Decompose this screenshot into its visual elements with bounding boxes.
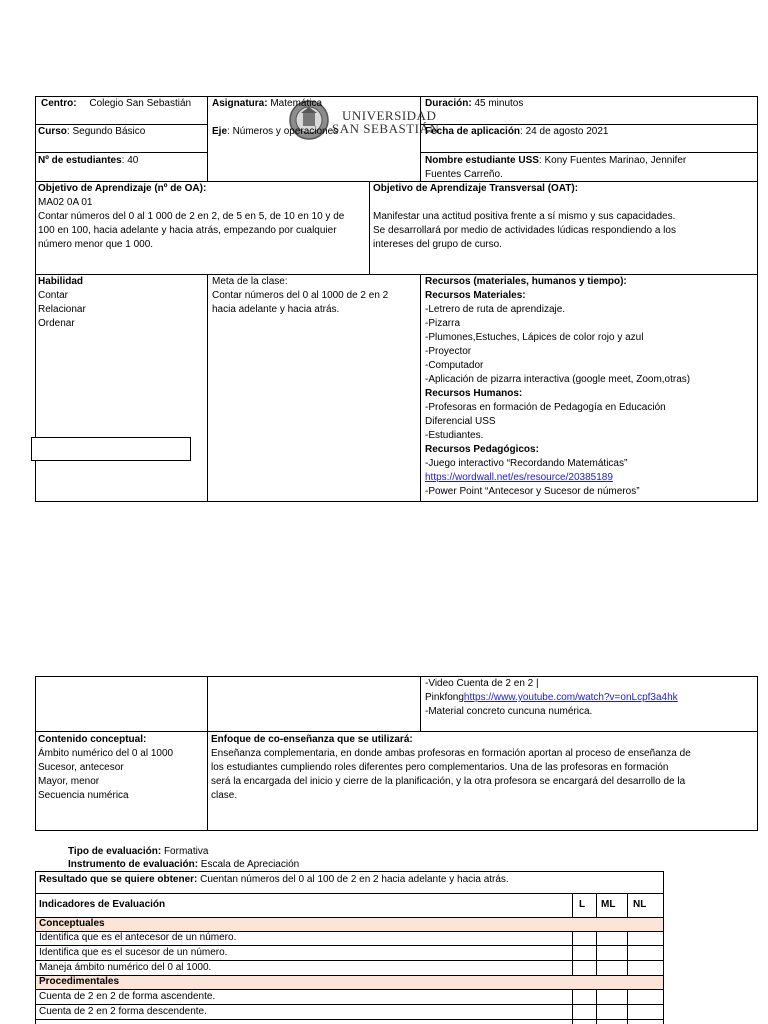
- meta-title: Meta de la clase:: [212, 276, 288, 287]
- recurso-item: Diferencial USS: [425, 416, 496, 427]
- habilidad-item: Ordenar: [38, 318, 75, 329]
- recursos-humanos-title: Recursos Humanos:: [425, 388, 523, 399]
- nombre-field: [425, 154, 686, 182]
- fecha-field: [425, 125, 608, 139]
- estudiantes-value: : 40: [121, 155, 139, 166]
- instrumento-evaluacion: [68, 858, 299, 872]
- recursos-cell: [425, 275, 690, 499]
- col-ml-header: ML: [601, 899, 616, 910]
- oa-text-line: 100 en 100, hacia adelante y hacia atrás, empezando por cualquier: [38, 225, 337, 236]
- recurso-item: -Aplicación de pizarra interactiva (google meet, Zoom,otras): [425, 374, 691, 385]
- enfoque-title: Enfoque de co-enseñanza que se utilizará:: [211, 734, 413, 745]
- duracion-label: Duración:: [425, 98, 472, 109]
- instrumento-value: Escala de Apreciación: [198, 859, 300, 870]
- wordwall-link[interactable]: https://wordwall.net/es/resource/20385189: [425, 472, 613, 483]
- oat-cell: [373, 182, 676, 252]
- recurso-item: -Power Point “Antecesor y Sucesor de números”: [425, 486, 640, 497]
- procedimentales-section: Procedimentales: [39, 976, 120, 987]
- recurso-item: -Pizarra: [425, 318, 461, 329]
- enfoque-text-line: los estudiantes cumpliendo roles diferentes pero complementarios. Una de las profesoras en formación: [211, 762, 669, 773]
- tipo-value: Formativa: [161, 846, 209, 857]
- habilidad-item: Relacionar: [38, 304, 86, 315]
- habilidad-cell: [38, 275, 86, 331]
- asignatura-field: [212, 97, 322, 111]
- meta-text-line: Contar números del 0 al 1000 de 2 en 2: [212, 290, 389, 301]
- nombre-value-2: Fuentes Carreño.: [425, 169, 503, 180]
- indicator-row: Identifica que es el antecesor de un número.: [39, 932, 237, 943]
- habilidad-item: Contar: [38, 290, 69, 301]
- tipo-evaluacion: [68, 845, 208, 859]
- estudiantes-label: Nº de estudiantes: [38, 155, 122, 166]
- nombre-value: : Kony Fuentes Marinao, Jennifer: [538, 155, 687, 166]
- estudiantes-field: [38, 154, 138, 168]
- logo-line-1: UNIVERSIDAD: [342, 108, 437, 123]
- logo-line-2: SAN SEBASTIÁN: [332, 121, 440, 136]
- oa-text-line: Contar números del 0 al 1 000 de 2 en 2, de 5 en 5, de 10 en 10 y de: [38, 211, 345, 222]
- resultado-label: Resultado que se quiere obtener:: [39, 874, 198, 885]
- resultado-field: [39, 873, 509, 887]
- oa-text-line: número menor que 1 000.: [38, 239, 154, 250]
- recurso-item: -Juego interactivo “Recordando Matemáticas”: [425, 458, 628, 469]
- indicadores-header: Indicadores de Evaluación: [39, 899, 166, 910]
- oa-code: MA02 0A 01: [38, 197, 93, 208]
- contenido-item: Secuencia numérica: [38, 790, 129, 801]
- recurso-item: -Plumones,Estuches, Lápices de color rojo y azul: [425, 332, 644, 343]
- material-item: -Material concreto cuncuna numérica.: [425, 706, 593, 717]
- oa-cell: [38, 182, 344, 252]
- oat-title: Objetivo de Aprendizaje Transversal (OAT):: [373, 183, 579, 194]
- oat-text-line: Manifestar una actitud positiva frente a sí mismo y sus capacidades.: [373, 211, 676, 222]
- recurso-item: -Proyector: [425, 346, 472, 357]
- oa-title: Objetivo de Aprendizaje (nº de OA):: [38, 183, 207, 194]
- recursos-title: Recursos (materiales, humanos y tiempo):: [425, 276, 627, 287]
- habilidad-title: Habilidad: [38, 276, 84, 287]
- indicator-row: Cuenta de 2 en 2 de forma ascendente.: [39, 991, 216, 1002]
- curso-label: Curso: [38, 126, 67, 137]
- curso-value: : Segundo Básico: [66, 126, 146, 137]
- instrumento-label: Instrumento de evaluación:: [68, 859, 199, 870]
- recurso-item: -Computador: [425, 360, 484, 371]
- enfoque-text-line: Enseñanza complementaria, en donde ambas profesoras en formación aportan al proceso de enseñanza de: [211, 748, 691, 759]
- video-cell: [425, 677, 678, 719]
- duracion-value: 45 minutos: [474, 98, 524, 109]
- contenido-cell: [38, 733, 173, 803]
- centro-value: Colegio San Sebastián: [89, 98, 192, 109]
- enfoque-text-line: clase.: [211, 790, 238, 801]
- recursos-pedagogicos-title: Recursos Pedagógicos:: [425, 444, 539, 455]
- meta-text-line: hacia adelante y hacia atrás.: [212, 304, 340, 315]
- fecha-label: Fecha de aplicación: [425, 126, 521, 137]
- recurso-item: -Estudiantes.: [425, 430, 484, 441]
- youtube-link[interactable]: https://www.youtube.com/watch?v=onLcpf3a4hk: [463, 692, 678, 703]
- asignatura-label: Asignatura:: [212, 98, 268, 109]
- nombre-label: Nombre estudiante USS: [425, 155, 539, 166]
- fecha-value: : 24 de agosto 2021: [520, 126, 609, 137]
- enfoque-cell: [211, 733, 691, 803]
- contenido-item: Sucesor, antecesor: [38, 762, 124, 773]
- duracion-field: [425, 97, 523, 111]
- video-item: -Video Cuenta de 2 en 2 |: [425, 678, 539, 689]
- oat-text-line: intereses del grupo de curso.: [373, 239, 502, 250]
- recursos-materiales-title: Recursos Materiales:: [425, 290, 526, 301]
- empty-text-box: [31, 437, 191, 461]
- meta-cell: [212, 275, 388, 317]
- video-prefix: Pinkfong: [425, 692, 464, 703]
- contenido-title: Contenido conceptual:: [38, 734, 147, 745]
- col-nl-header: NL: [633, 899, 647, 910]
- curso-field: [38, 125, 145, 139]
- tipo-label: Tipo de evaluación:: [68, 846, 162, 857]
- centro-label: Centro:: [41, 98, 77, 109]
- resultado-value: Cuentan números del 0 al 100 de 2 en 2 hacia adelante y hacia atrás.: [197, 874, 509, 885]
- contenido-item: Ámbito numérico del 0 al 1000: [38, 748, 174, 759]
- asignatura-value: Matemática: [270, 98, 323, 109]
- indicator-row: Identifica que es el sucesor de un número.: [39, 947, 228, 958]
- oat-text-line: Se desarrollará por medio de actividades lúdicas respondiendo a los: [373, 225, 676, 236]
- eje-value: : Números y operaciones: [227, 126, 339, 137]
- enfoque-text-line: será la encargada del inicio y cierre de la planificación, y la otra profesora se encargará del desarrollo de la: [211, 776, 686, 787]
- eje-field: [212, 125, 338, 139]
- recurso-item: -Letrero de ruta de aprendizaje.: [425, 304, 566, 315]
- indicator-row: Maneja ámbito numérico del 0 al 1000.: [39, 962, 212, 973]
- conceptuales-section: Conceptuales: [39, 918, 105, 929]
- recurso-item: -Profesoras en formación de Pedagogía en Educación: [425, 402, 666, 413]
- col-l-header: L: [579, 899, 586, 910]
- eje-label: Eje: [212, 126, 228, 137]
- contenido-item: Mayor, menor: [38, 776, 100, 787]
- indicator-row: Cuenta de 2 en 2 forma descendente.: [39, 1006, 207, 1017]
- centro-field: [41, 97, 191, 111]
